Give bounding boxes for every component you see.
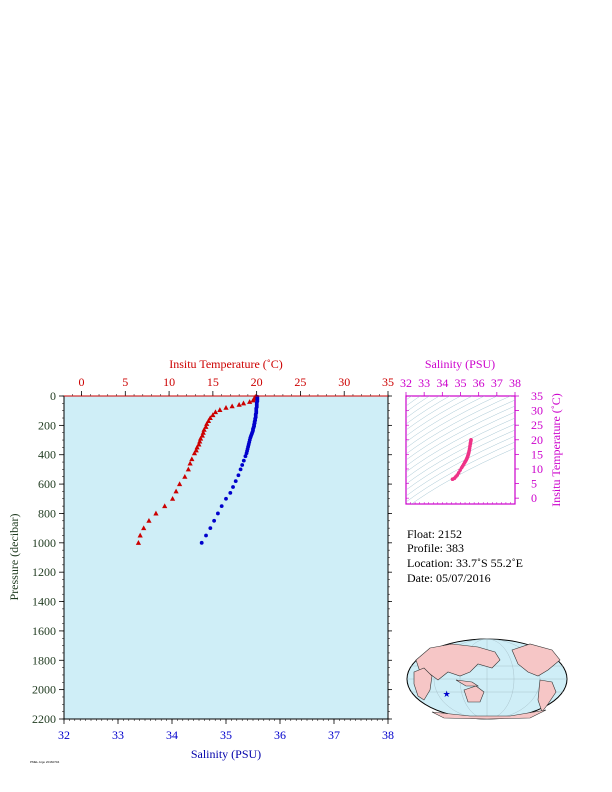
salinity-point [240, 463, 244, 467]
temperature-tick-label: 20 [250, 375, 263, 389]
temperature-tick-label: 0 [78, 375, 85, 389]
salinity-tick-label: 38 [382, 728, 394, 742]
salinity-tick-label: 35 [220, 728, 232, 742]
salinity-point [231, 485, 235, 489]
temperature-tick-label: 5 [122, 375, 129, 389]
temperature-tick-label: 25 [294, 375, 307, 389]
float-id: Float: 2152 [407, 527, 463, 541]
pressure-tick-label: 1800 [32, 653, 56, 668]
main-plot-area [64, 396, 388, 719]
salinity-point [200, 541, 204, 545]
float-location: Location: 33.7˚S 55.2˚E [407, 556, 523, 570]
salinity-tick-label: 36 [274, 728, 286, 742]
temperature-tick-label: 10 [163, 375, 176, 389]
footer-credit: PMEL Argo 20160704 [30, 760, 60, 764]
salinity-point [216, 512, 220, 516]
ts-temperature-tick-label: 30 [531, 403, 543, 418]
ts-temperature-axis-title: Insitu Temperature (˚C) [549, 393, 563, 507]
salinity-tick-label: 32 [58, 728, 70, 742]
salinity-point [212, 519, 216, 523]
ts-salinity-tick-label: 37 [490, 376, 503, 390]
pressure-tick-label: 1000 [32, 535, 56, 550]
salinity-point [237, 473, 241, 477]
salinity-point [242, 459, 246, 463]
salinity-point [224, 497, 228, 501]
salinity-axis-title: Salinity (PSU) [190, 747, 262, 761]
salinity-point [228, 491, 232, 495]
temperature-tick-label: 30 [338, 375, 351, 389]
salinity-point [220, 504, 224, 508]
pressure-tick-label: 2000 [32, 682, 56, 697]
ts-temperature-tick-label: 10 [531, 461, 543, 476]
ts-salinity-tick-label: 36 [472, 376, 485, 390]
pressure-tick-label: 1400 [32, 594, 56, 609]
salinity-point [208, 526, 212, 530]
ts-temperature-tick-label: 35 [531, 389, 543, 403]
temperature-tick-label: 15 [206, 375, 219, 389]
south-america-landmass [538, 680, 556, 712]
ts-salinity-tick-label: 34 [436, 376, 449, 390]
pressure-tick-label: 400 [38, 447, 56, 462]
salinity-tick-label: 34 [166, 728, 178, 742]
temperature-tick-label: 35 [382, 375, 394, 389]
ts-salinity-tick-label: 38 [509, 376, 521, 390]
pressure-tick-label: 0 [50, 389, 56, 403]
ts-salinity-tick-label: 32 [400, 376, 412, 390]
pressure-axis-title: Pressure (decibar) [7, 513, 21, 601]
salinity-tick-label: 37 [328, 728, 340, 742]
ts-temperature-tick-label: 15 [531, 447, 543, 462]
ts-salinity-tick-label: 35 [454, 376, 467, 390]
pressure-tick-label: 600 [38, 477, 56, 492]
pressure-tick-label: 1200 [32, 565, 56, 580]
salinity-point [244, 454, 248, 458]
temperature-axis-title: Insitu Temperature (˚C) [169, 357, 283, 371]
salinity-point [239, 468, 243, 472]
ts-temperature-tick-label: 5 [531, 476, 537, 491]
float-position-marker: ★ [442, 690, 451, 700]
ts-salinity-tick-label: 33 [418, 376, 431, 390]
salinity-tick-label: 33 [112, 728, 124, 742]
pressure-tick-label: 2200 [32, 712, 56, 726]
ts-temperature-tick-label: 0 [531, 491, 537, 506]
pressure-tick-label: 1600 [32, 623, 56, 638]
salinity-point [204, 534, 208, 538]
pressure-tick-label: 200 [38, 418, 56, 433]
world-map [407, 639, 567, 719]
salinity-point [234, 479, 238, 483]
profile-date: Date: 05/07/2016 [407, 571, 491, 585]
ts-temperature-tick-label: 25 [531, 418, 543, 433]
ts-temperature-tick-label: 20 [531, 432, 543, 447]
profile-number: Profile: 383 [407, 541, 464, 555]
ts-point [451, 477, 455, 481]
pressure-tick-label: 800 [38, 506, 56, 521]
ts-salinity-axis-title: Salinity (PSU) [424, 357, 496, 371]
